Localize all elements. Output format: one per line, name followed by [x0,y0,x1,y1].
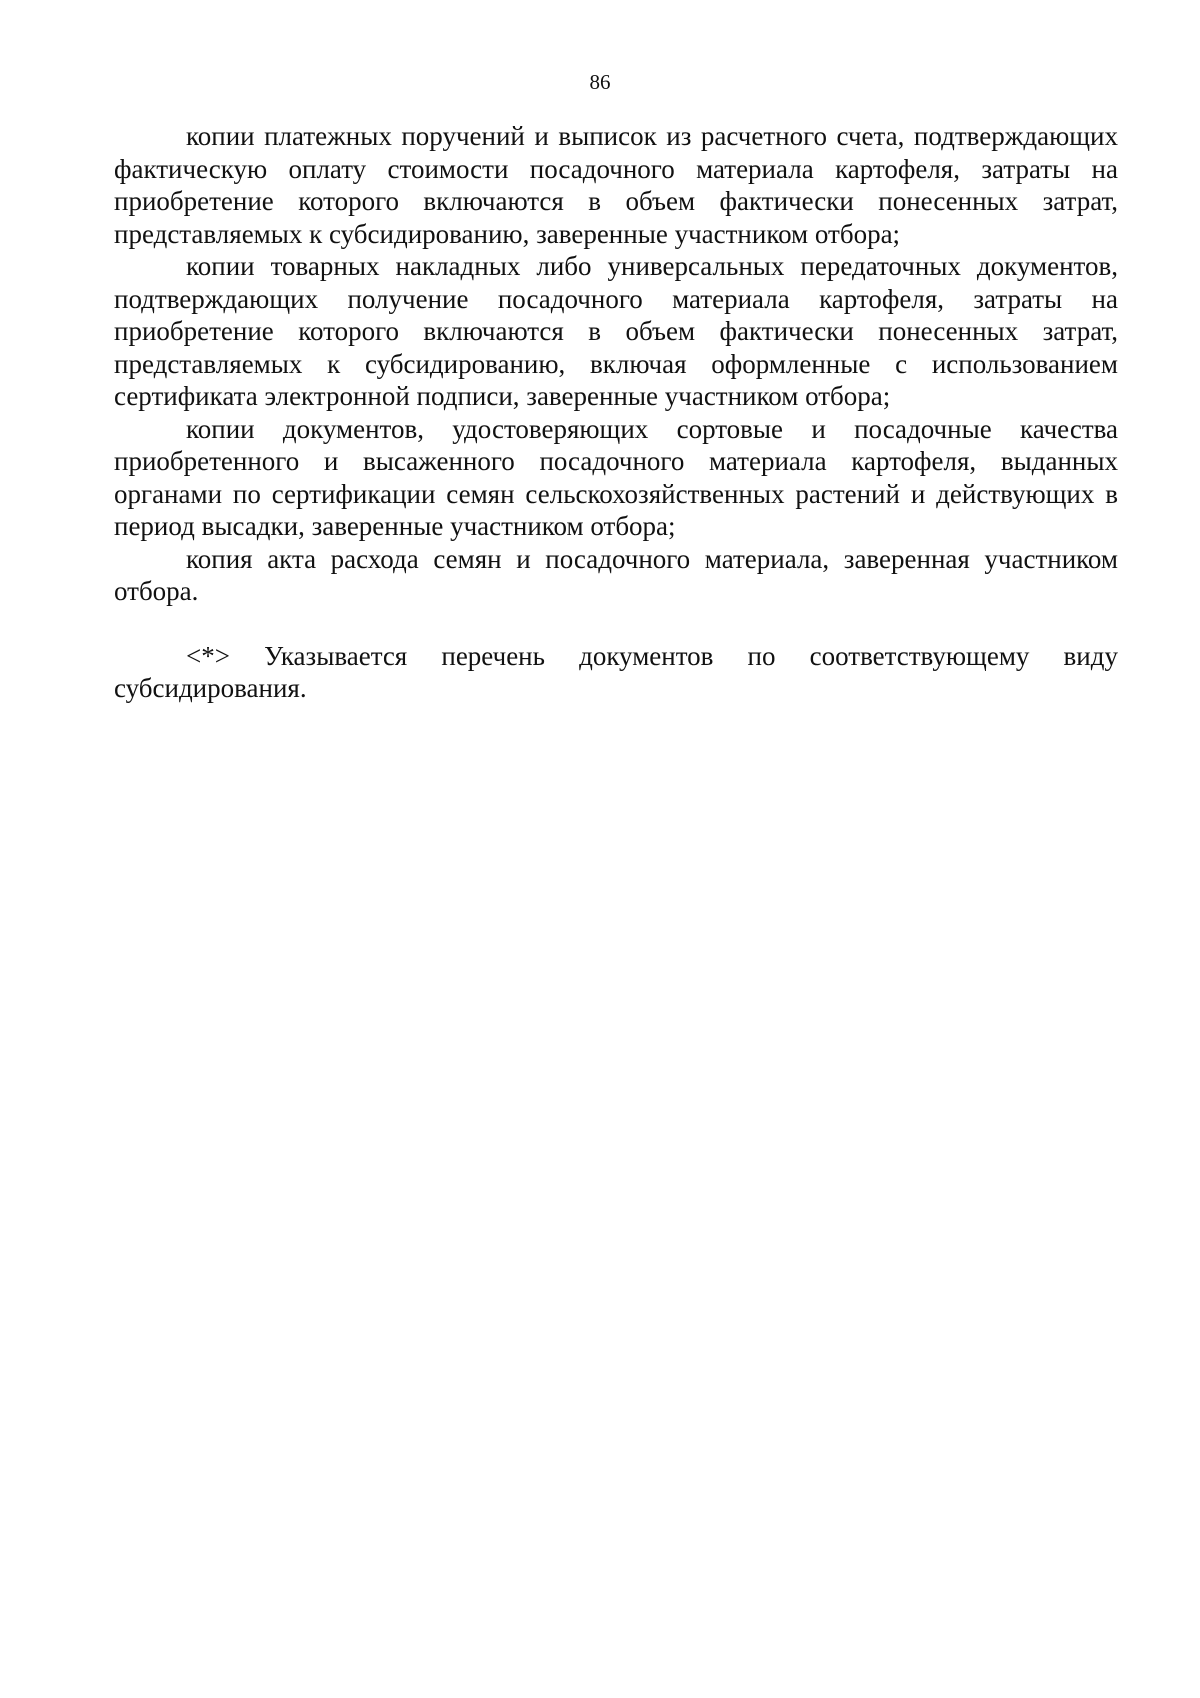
paragraph-payment-orders: копии платежных поручений и выписок из расчетного счета, подтверждающих фактическую оплату стоимости посадочного материала картофеля, затраты на приобретение которого включаются в объем фактически понесенных затрат, представляемых к субсидированию, заверенные участником отбора; [114,121,1118,249]
paragraph-seed-consumption-act: копия акта расхода семян и посадочного материала, заверенная участником отбора. [114,543,1118,606]
footnote: <*> Указывается перечень документов по соответствующему виду субсидирования. [114,640,1118,703]
page-number: 86 [589,70,611,94]
paragraph-quality-documents: копии документов, удостоверяющих сортовые и посадочные качества приобретенного и высаженного посадочного материала картофеля, выданных органами по сертификации семян сельскохозяйственных растений и действующих в период высадки, заверенные участником отбора; [114,413,1118,541]
document-body [114,120,1118,705]
paragraph-invoices: копии товарных накладных либо универсальных передаточных документов, подтверждающих получение посадочного материала картофеля, затраты на приобретение которого включаются в объем фактически понесенных затрат, представляемых к субсидированию, включая оформленные с использованием сертификата электронной подписи, заверенные участником отбора; [114,251,1118,411]
